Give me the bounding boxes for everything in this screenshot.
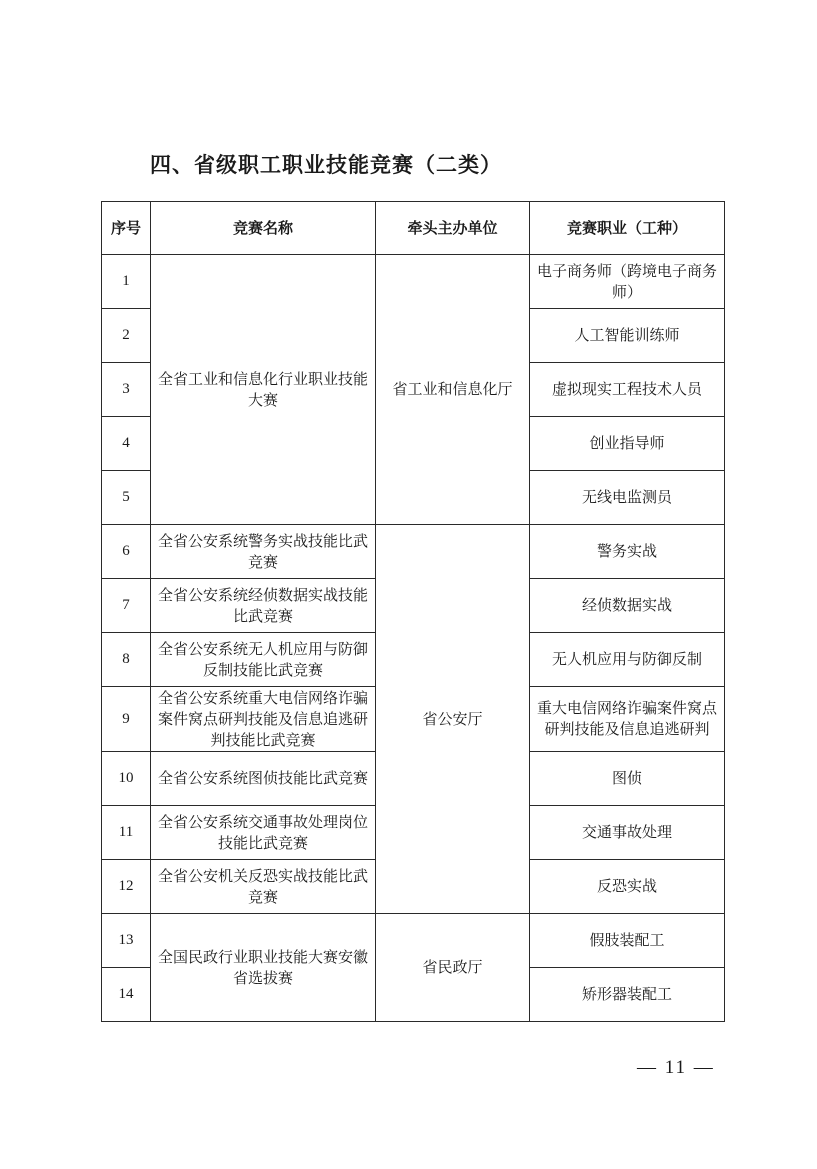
occupation: 交通事故处理	[530, 806, 725, 860]
occupation: 虚拟现实工程技术人员	[530, 363, 725, 417]
competition-name: 全国民政行业职业技能大赛安徽省选拔赛	[151, 914, 376, 1022]
occupation: 电子商务师（跨境电子商务师）	[530, 255, 725, 309]
row-index: 12	[102, 860, 151, 914]
table-row	[102, 914, 725, 968]
occupation: 无线电监测员	[530, 471, 725, 525]
table-row	[102, 255, 725, 309]
occupation: 无人机应用与防御反制	[530, 633, 725, 687]
competition-name: 全省公安系统警务实战技能比武竞赛	[151, 525, 376, 579]
header-competition-name: 竞赛名称	[151, 202, 376, 255]
table-row	[102, 525, 725, 579]
row-index: 11	[102, 806, 151, 860]
occupation: 经侦数据实战	[530, 579, 725, 633]
header-index: 序号	[102, 202, 151, 255]
competition-table	[101, 201, 725, 1022]
competition-name: 全省公安系统重大电信网络诈骗案件窝点研判技能及信息追逃研判技能比武竞赛	[151, 687, 376, 752]
organizer: 省民政厅	[376, 914, 530, 1022]
competition-name: 全省公安系统交通事故处理岗位技能比武竞赛	[151, 806, 376, 860]
occupation: 矫形器装配工	[530, 968, 725, 1022]
organizer: 省工业和信息化厅	[376, 255, 530, 525]
row-index: 5	[102, 471, 151, 525]
competition-name: 全省工业和信息化行业职业技能大赛	[151, 255, 376, 525]
row-index: 9	[102, 687, 151, 752]
competition-name: 全省公安系统经侦数据实战技能比武竞赛	[151, 579, 376, 633]
organizer: 省公安厅	[376, 525, 530, 914]
page-number: — 11 —	[637, 1057, 715, 1078]
occupation: 假肢装配工	[530, 914, 725, 968]
row-index: 14	[102, 968, 151, 1022]
row-index: 3	[102, 363, 151, 417]
occupation: 重大电信网络诈骗案件窝点研判技能及信息追逃研判	[530, 687, 725, 752]
occupation: 警务实战	[530, 525, 725, 579]
header-occupation: 竞赛职业（工种）	[530, 202, 725, 255]
competition-name: 全省公安机关反恐实战技能比武竞赛	[151, 860, 376, 914]
row-index: 1	[102, 255, 151, 309]
row-index: 2	[102, 309, 151, 363]
occupation: 图侦	[530, 752, 725, 806]
occupation: 反恐实战	[530, 860, 725, 914]
row-index: 7	[102, 579, 151, 633]
row-index: 10	[102, 752, 151, 806]
row-index: 6	[102, 525, 151, 579]
occupation: 创业指导师	[530, 417, 725, 471]
header-organizer: 牵头主办单位	[376, 202, 530, 255]
row-index: 13	[102, 914, 151, 968]
table-header-row	[102, 202, 725, 255]
occupation: 人工智能训练师	[530, 309, 725, 363]
row-index: 8	[102, 633, 151, 687]
competition-name: 全省公安系统图侦技能比武竞赛	[151, 752, 376, 806]
row-index: 4	[102, 417, 151, 471]
page-title: 四、省级职工职业技能竞赛（二类）	[150, 153, 502, 177]
competition-name: 全省公安系统无人机应用与防御反制技能比武竞赛	[151, 633, 376, 687]
